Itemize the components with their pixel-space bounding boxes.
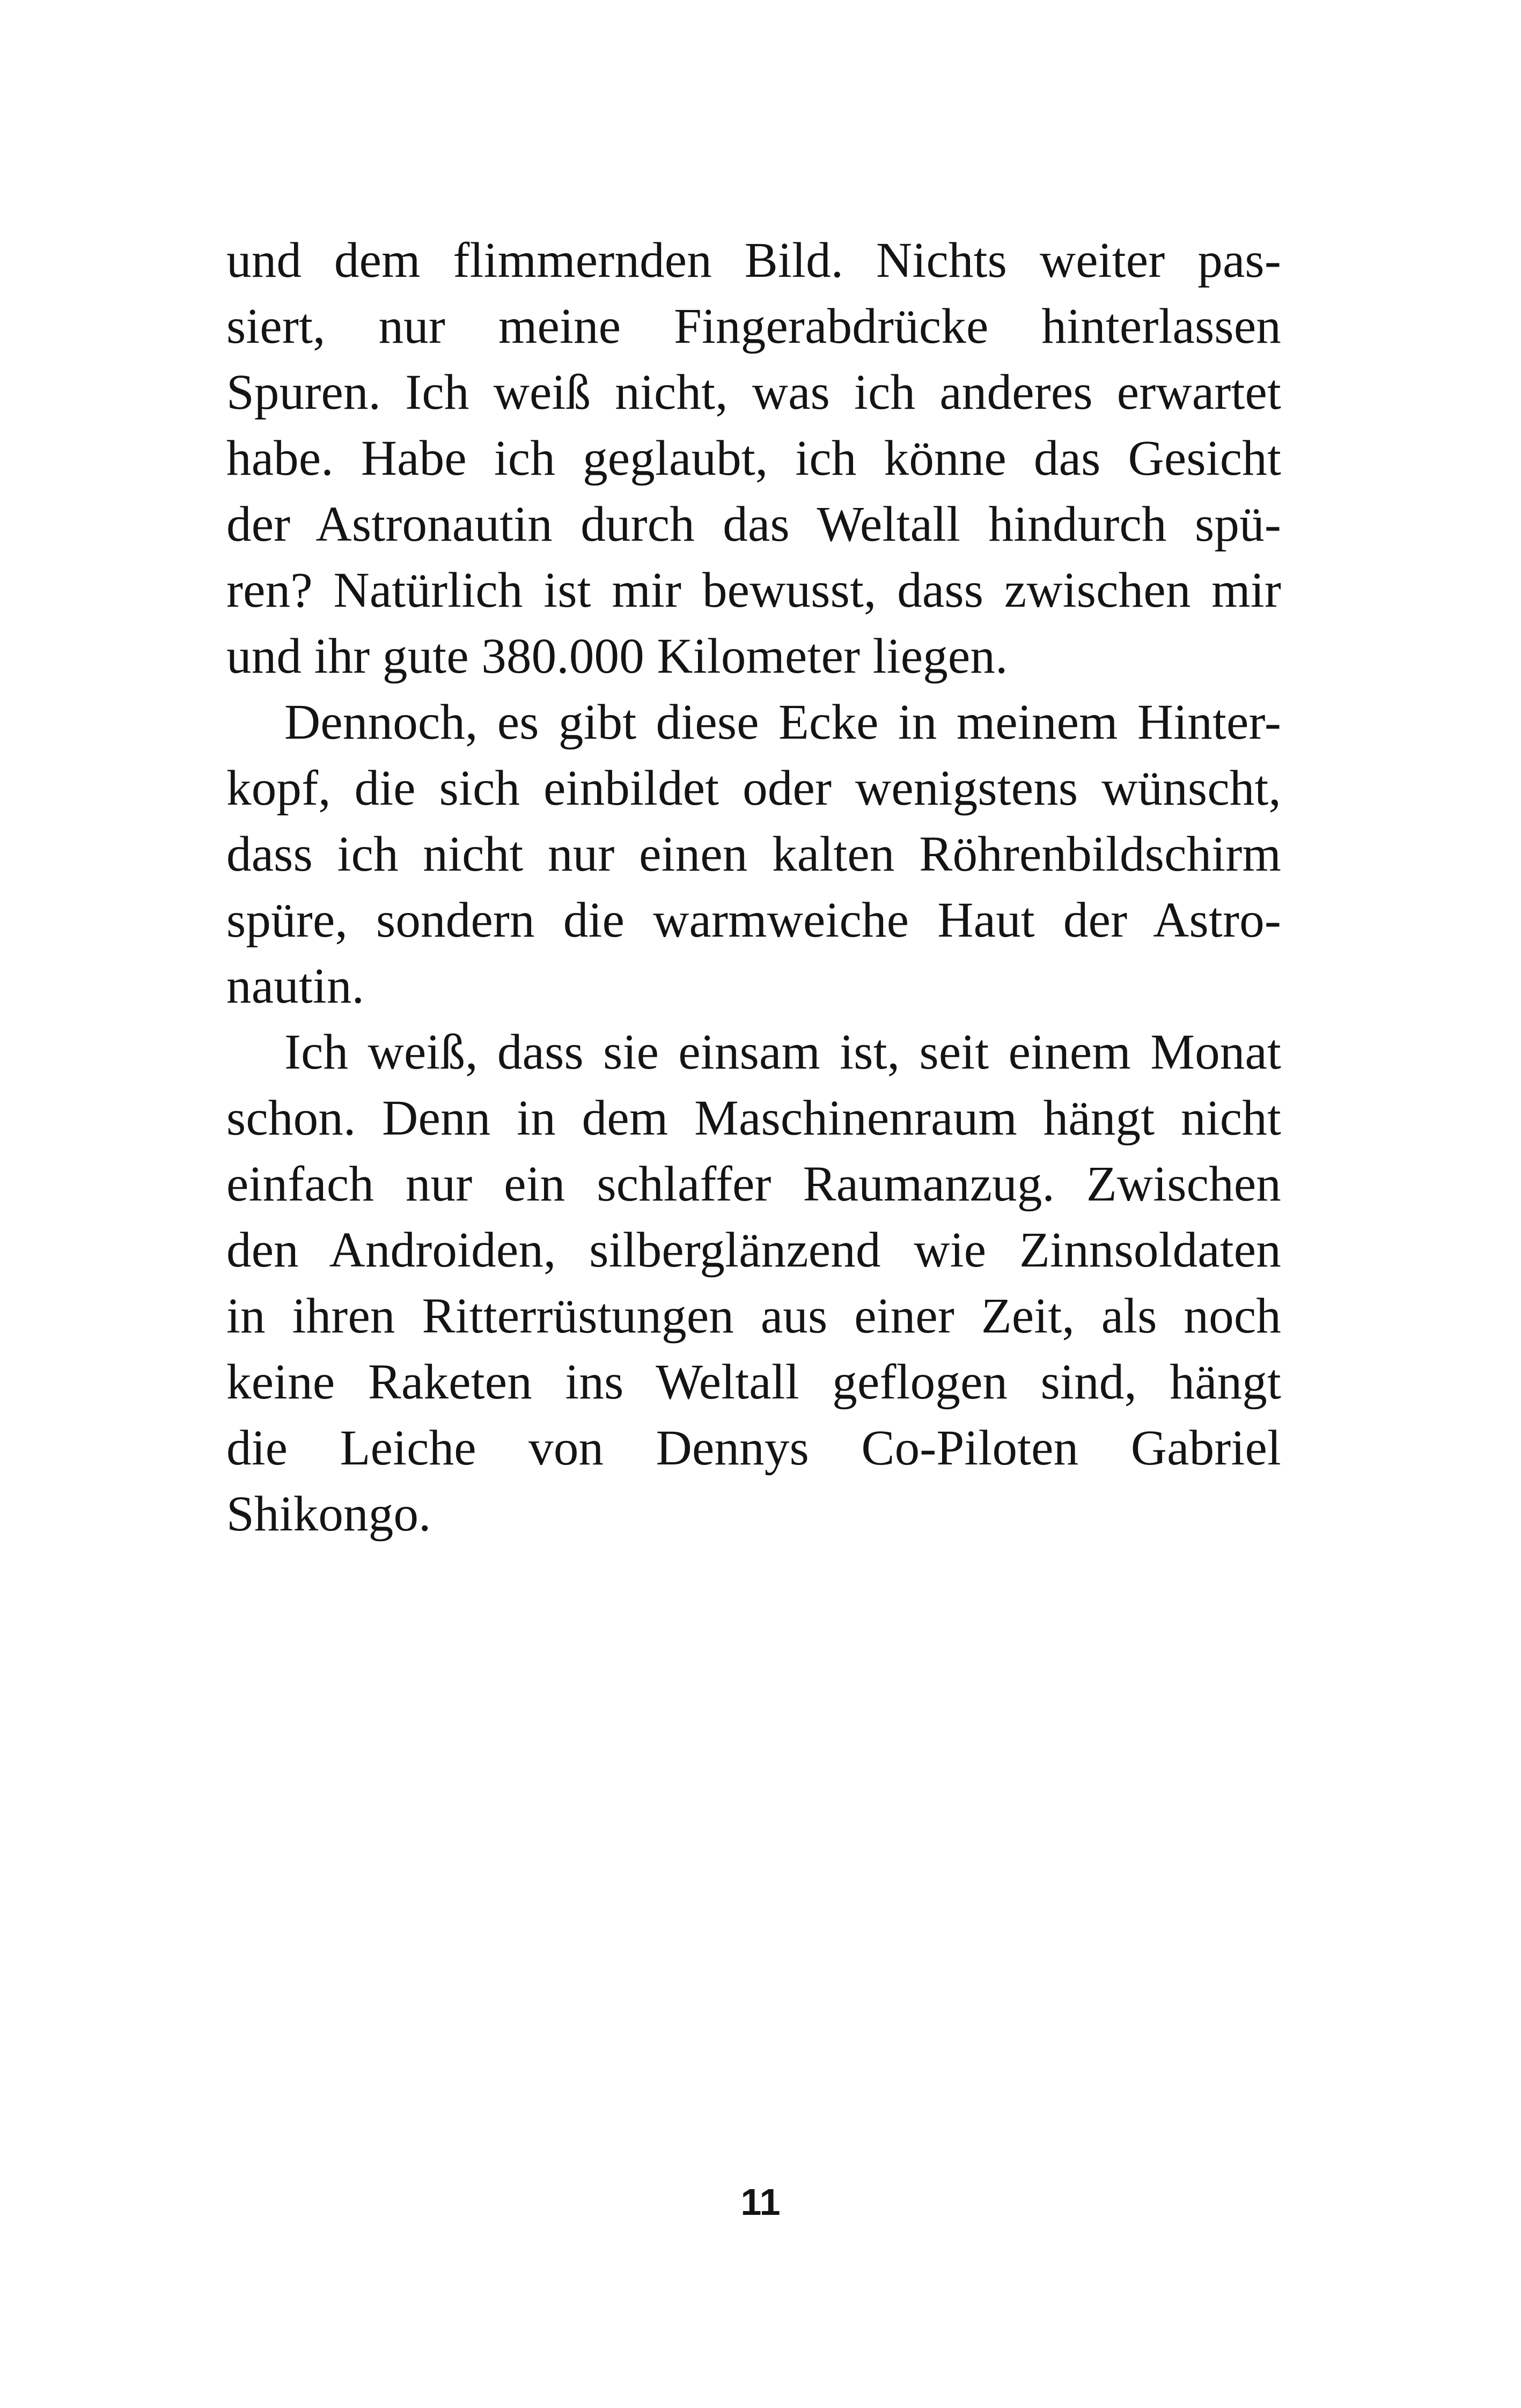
text-line: den Androiden, silberglänzend wie Zinnsoldaten bbox=[226, 1223, 1281, 1278]
paragraph bbox=[226, 1019, 1281, 1547]
paragraph bbox=[226, 227, 1281, 689]
text-line: spüre, sondern die warmweiche Haut der Astro- bbox=[226, 893, 1281, 948]
text-line: die Leiche von Dennys Co-Piloten Gabriel bbox=[226, 1420, 1281, 1476]
text-line: schon. Denn in dem Maschinenraum hängt nicht bbox=[226, 1091, 1281, 1146]
text-line: und dem flimmernden Bild. Nichts weiter pas- bbox=[226, 233, 1281, 288]
text-line: der Astronautin durch das Weltall hindurch spü- bbox=[226, 497, 1281, 552]
text-line: ren? Natürlich ist mir bewusst, dass zwischen mir bbox=[226, 563, 1281, 618]
text-line: siert, nur meine Fingerabdrücke hinterlassen bbox=[226, 299, 1281, 354]
text-line: dass ich nicht nur einen kalten Röhrenbildschirm bbox=[226, 827, 1281, 882]
text-line: Spuren. Ich weiß nicht, was ich anderes erwartet bbox=[226, 365, 1281, 420]
body-text bbox=[226, 227, 1281, 1547]
text-line: nautin. bbox=[226, 959, 365, 1014]
page-number: 11 bbox=[740, 2181, 781, 2223]
text-line: Dennoch, es gibt diese Ecke in meinem Hinter- bbox=[284, 695, 1281, 750]
text-line: Shikongo. bbox=[226, 1486, 431, 1542]
text-line: habe. Habe ich geglaubt, ich könne das Gesicht bbox=[226, 431, 1281, 486]
text-line: und ihr gute 380.000 Kilometer liegen. bbox=[226, 629, 1008, 684]
text-line: kopf, die sich einbildet oder wenigstens wünscht, bbox=[226, 761, 1281, 816]
text-line: in ihren Ritterrüstungen aus einer Zeit, als noch bbox=[226, 1288, 1281, 1344]
text-line: keine Raketen ins Weltall geflogen sind, hängt bbox=[226, 1354, 1281, 1410]
text-line: Ich weiß, dass sie einsam ist, seit einem Monat bbox=[284, 1025, 1281, 1080]
text-line: einfach nur ein schlaffer Raumanzug. Zwischen bbox=[226, 1157, 1281, 1212]
paragraph bbox=[226, 689, 1281, 1019]
